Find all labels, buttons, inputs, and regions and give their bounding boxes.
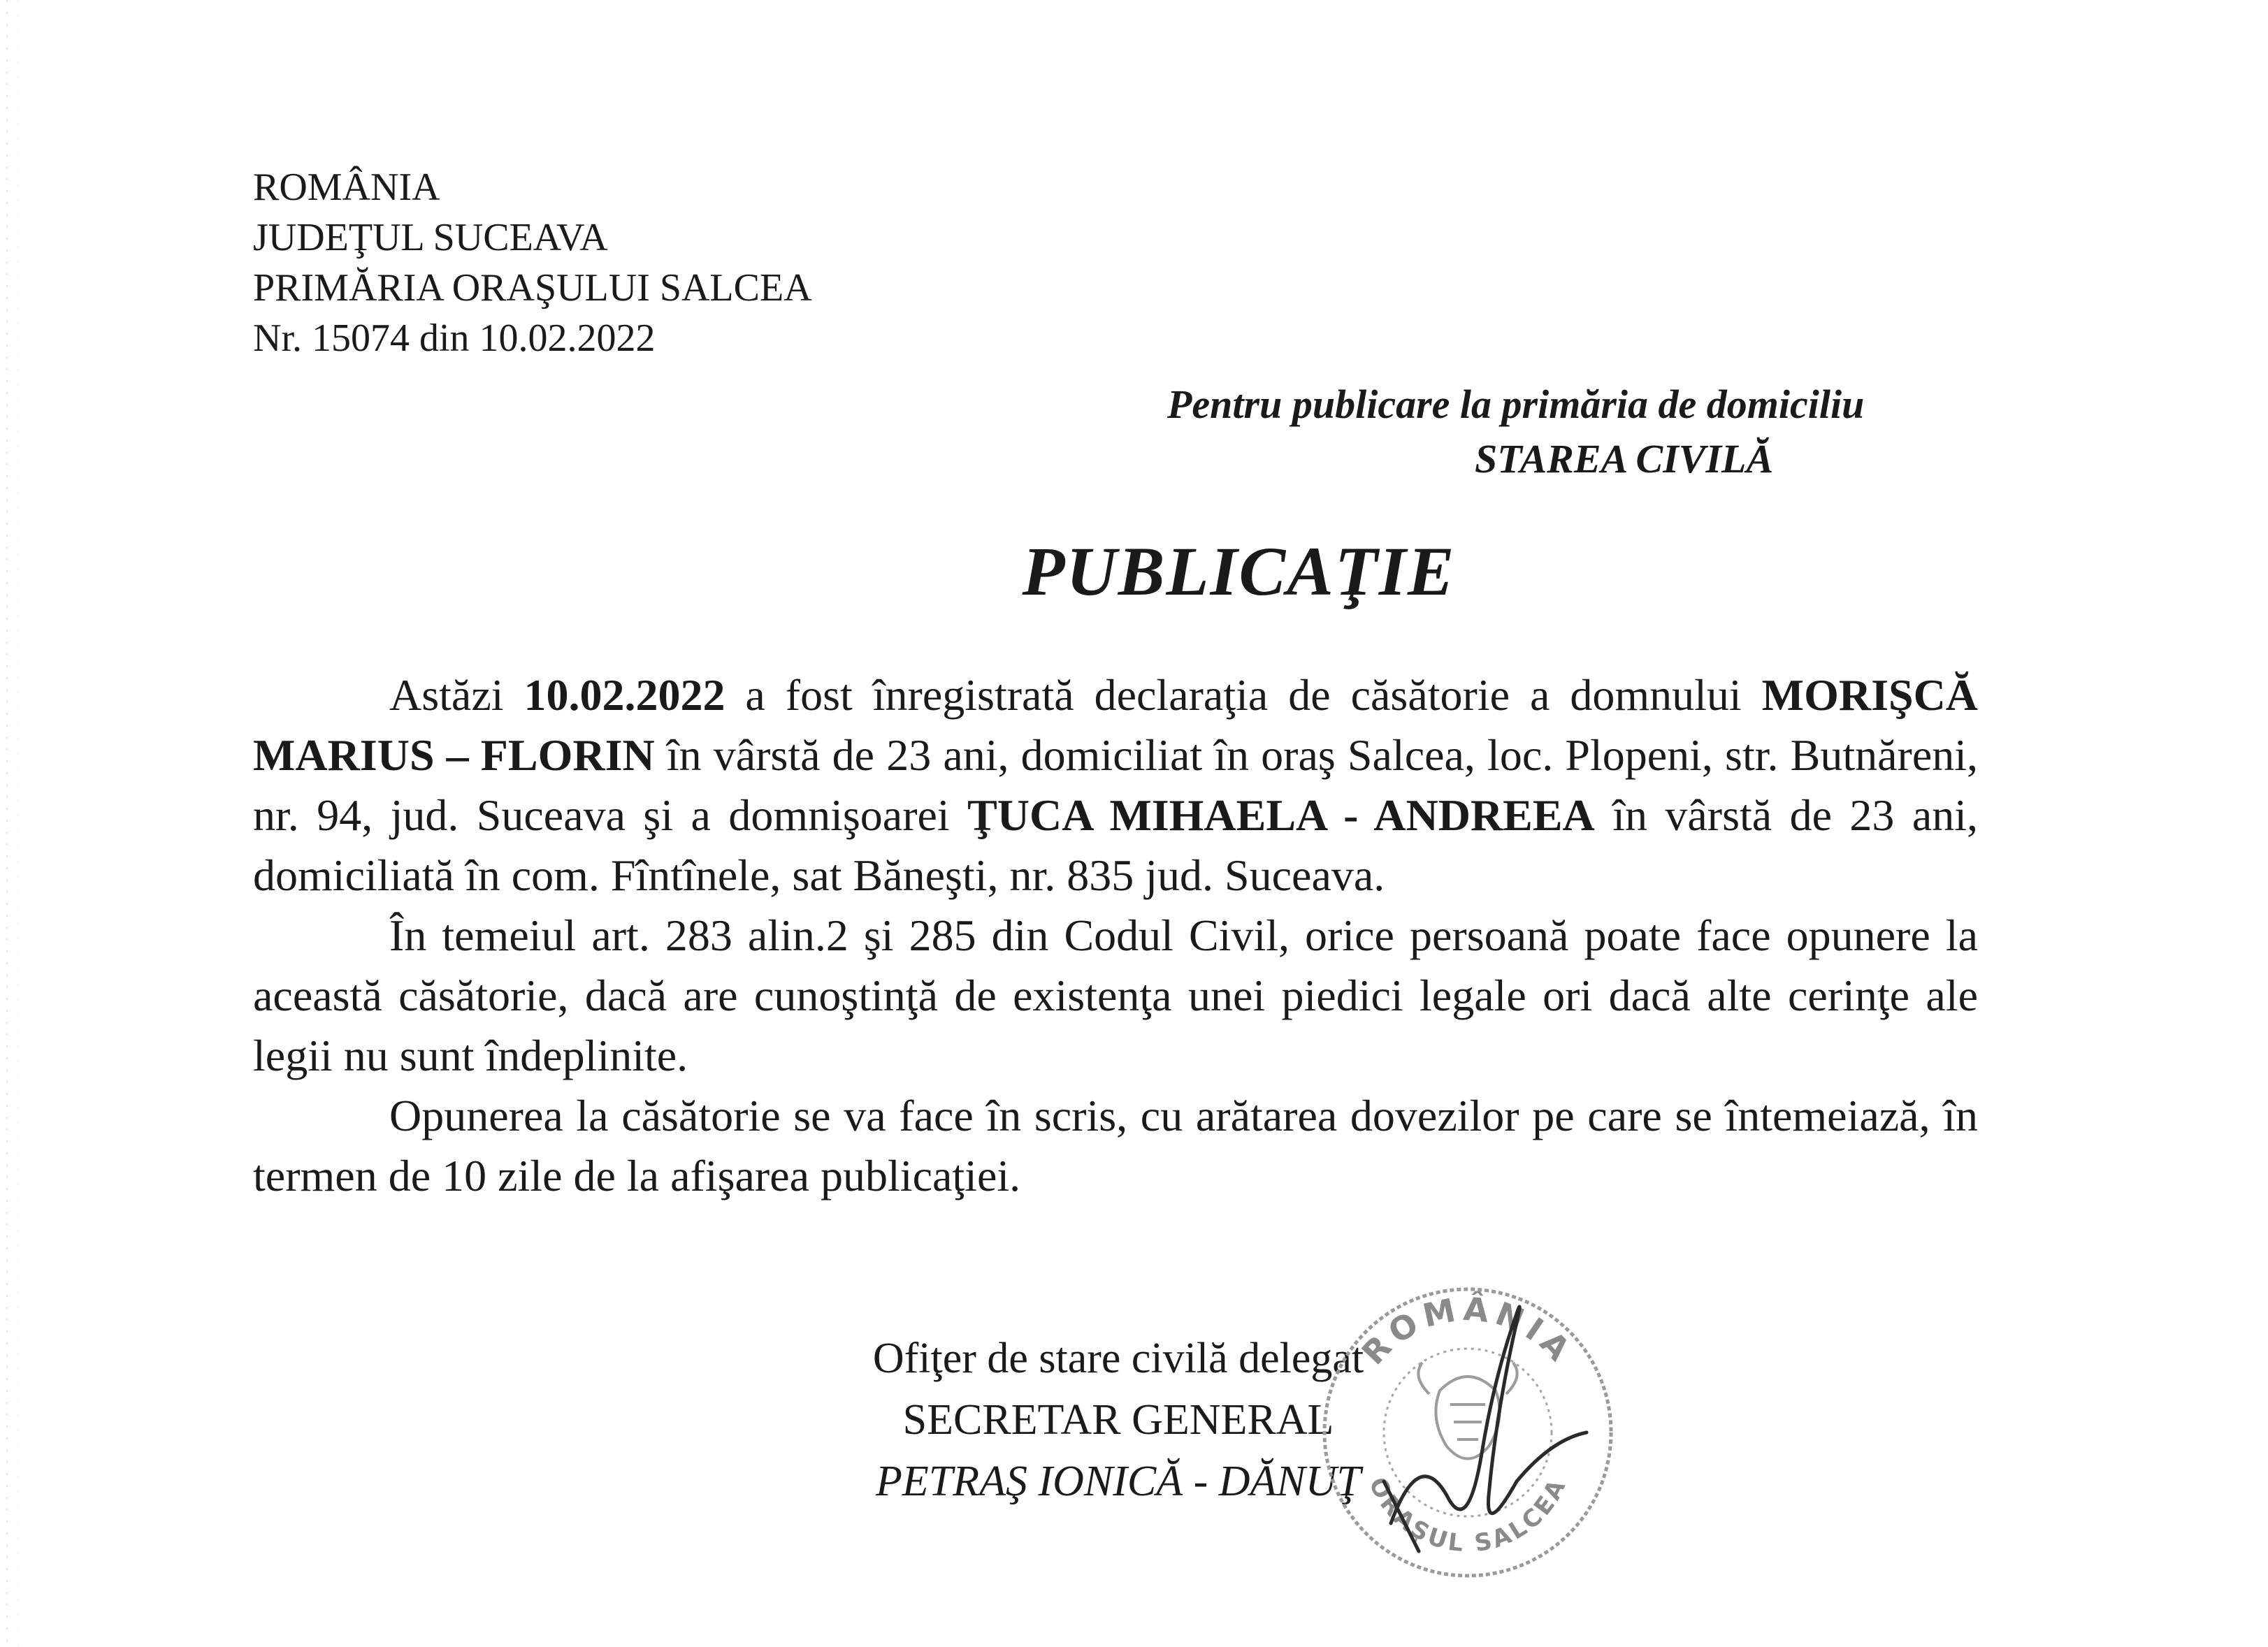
official-stamp bbox=[1307, 1272, 1628, 1593]
text-segment: Astăzi bbox=[389, 670, 524, 720]
publication-note-line2: STAREA CIVILĂ bbox=[1475, 436, 1774, 481]
text-segment: în vârstă de 23 ani, domiciliat în oraş Salcea, loc. Plopeni, str. Butnăreni, nr. 94, jud. Suceava şi a domnişoarei bbox=[253, 730, 1979, 840]
text-segment: a fost înregistrată declaraţia de căsătorie a domnului bbox=[725, 670, 1762, 720]
groom-name: MORIŞCĂ MARIUS – FLORIN bbox=[253, 670, 1979, 780]
signer-role: Ofiţer de stare civilă delegat bbox=[872, 1335, 1364, 1382]
stamp-top-text: ROMÂNIA bbox=[1354, 1289, 1582, 1372]
registration-number: Nr. 15074 din 10.02.2022 bbox=[253, 317, 656, 360]
registration-date: 10.02.2022 bbox=[523, 670, 725, 720]
stamp-bottom-text: ORAŞUL SALCEA bbox=[1363, 1473, 1573, 1558]
city-hall-line: PRIMĂRIA ORAŞULUI SALCEA bbox=[253, 266, 812, 310]
publication-note bbox=[1167, 377, 1864, 486]
paragraph-opposition: Opunerea la căsătorie se va face în scris, cu arătarea dovezilor pe care se întemeiază, în termen de 10 zile de la afişarea publicaţiei. bbox=[253, 1091, 1978, 1200]
document-title: PUBLICAŢIE bbox=[1022, 532, 1456, 610]
text-segment: în vârstă de 23 ani, domiciliată în com. Fîntînele, sat Băneşti, nr. 835 jud. Suceava. bbox=[253, 790, 1979, 900]
paragraph-declaration bbox=[253, 665, 1978, 906]
country-line: ROMÂNIA bbox=[253, 166, 440, 209]
paragraph-legal-basis: În temeiul art. 283 alin.2 şi 285 din Codul Civil, orice persoană poate face opunere la această căsătorie, dacă are cunoştinţă de existenţa unei piedici legale ori dacă alte cerinţe ale legii nu sunt îndeplinite. bbox=[253, 910, 1978, 1080]
signer-position: SECRETAR GENERAL bbox=[902, 1396, 1334, 1444]
publication-note-line1: Pentru publicare la primăria de domiciliu bbox=[1167, 382, 1865, 427]
bride-name: ŢUCA MIHAELA - ANDREEA bbox=[967, 790, 1595, 840]
coat-of-arms-icon bbox=[1418, 1363, 1517, 1459]
county-line: JUDEŢUL SUCEAVA bbox=[253, 216, 608, 259]
signer-name: PETRAŞ IONICĂ - DĂNUŢ bbox=[875, 1458, 1361, 1505]
stamp-inner-ring bbox=[1384, 1349, 1552, 1516]
scan-edge-noise bbox=[0, 0, 28, 1647]
document-body bbox=[253, 665, 1978, 1206]
issuer-header bbox=[253, 162, 812, 363]
